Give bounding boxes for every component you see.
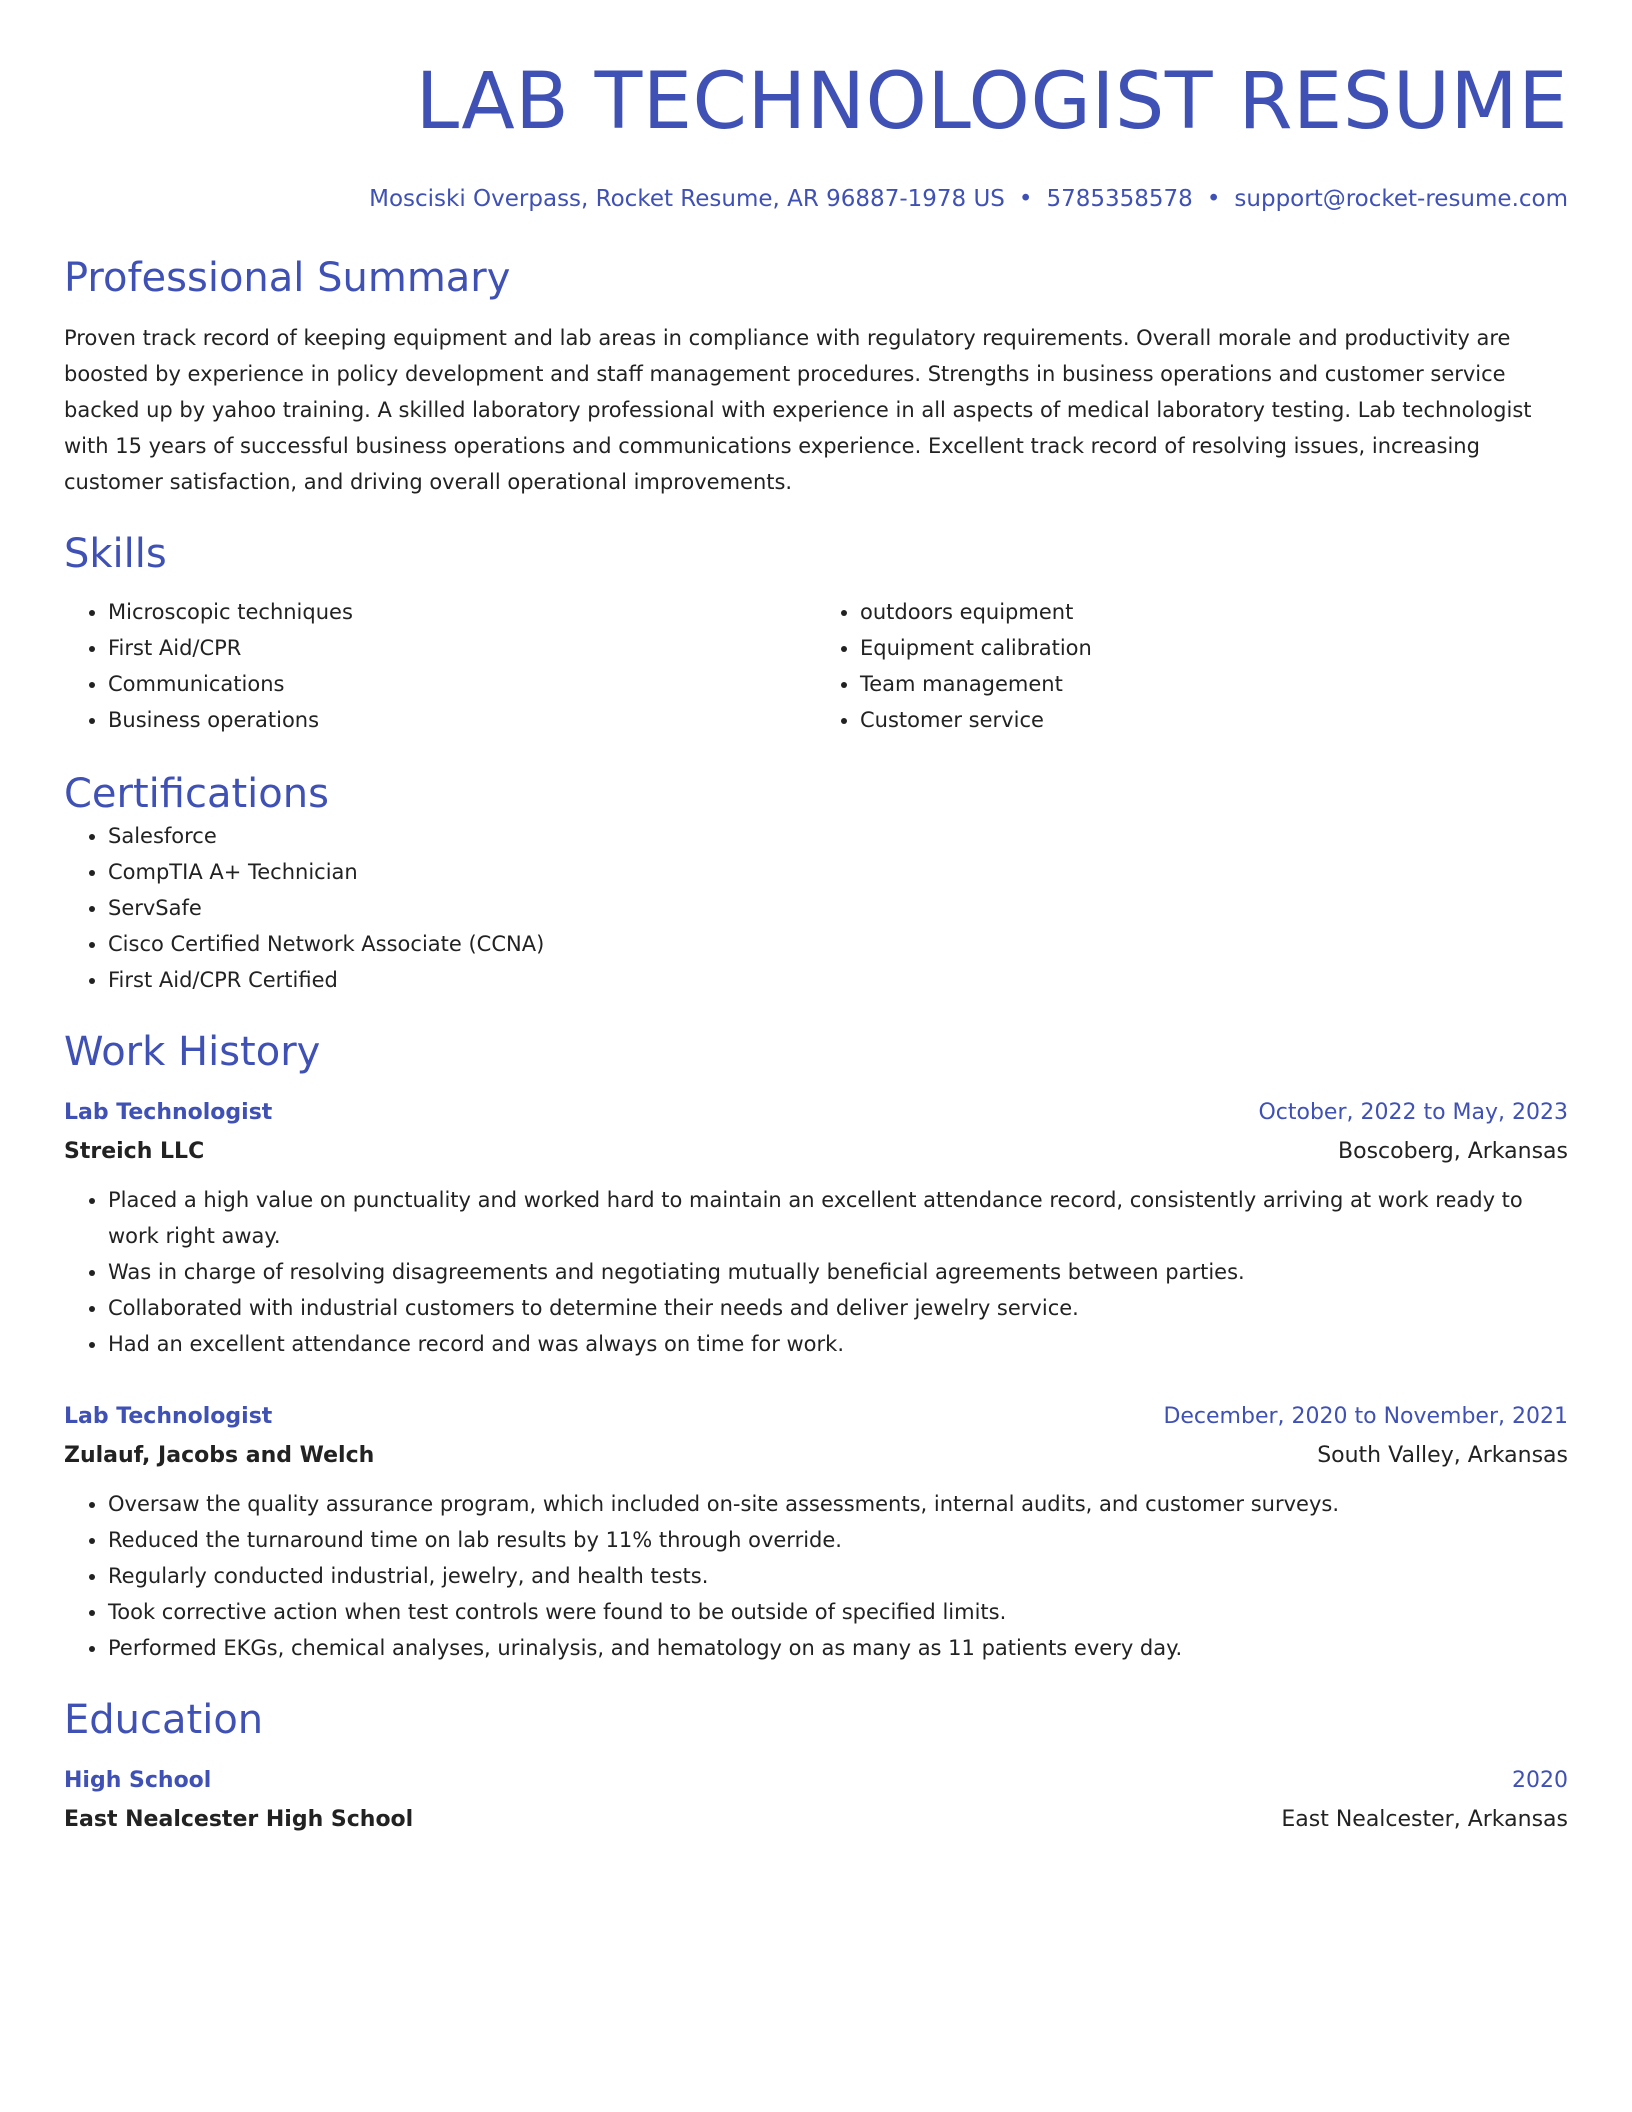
contact-email-link[interactable]: support@rocket-resume.com bbox=[1234, 186, 1568, 212]
education-heading: Education bbox=[64, 1697, 264, 1743]
job-company: Streich LLC bbox=[64, 1139, 205, 1164]
skill-item: • Customer service bbox=[860, 702, 1568, 738]
skills-list-right bbox=[816, 594, 1568, 738]
skill-item: • First Aid/CPR bbox=[108, 630, 816, 666]
job-location: South Valley, Arkansas bbox=[1317, 1443, 1568, 1468]
job-company: Zulauf, Jacobs and Welch bbox=[64, 1443, 375, 1468]
job-title: Lab Technologist bbox=[64, 1404, 273, 1429]
certifications-heading: Certifications bbox=[64, 771, 329, 817]
job-header-row bbox=[64, 1398, 1568, 1436]
job-bullet: • Took corrective action when test controls were found to be outside of specified limits. bbox=[108, 1594, 1568, 1630]
job-bullet: • Had an excellent attendance record and was always on time for work. bbox=[108, 1326, 1568, 1362]
job-bullet: • Was in charge of resolving disagreements and negotiating mutually beneficial agreements between parties. bbox=[108, 1254, 1568, 1290]
job-bullets bbox=[64, 1182, 1568, 1362]
job-header-row bbox=[64, 1094, 1568, 1132]
job-dates: December, 2020 to November, 2021 bbox=[1163, 1404, 1568, 1429]
summary-heading: Professional Summary bbox=[64, 255, 511, 301]
certifications-list bbox=[64, 818, 1568, 998]
skill-item: • Team management bbox=[860, 666, 1568, 702]
contact-line bbox=[64, 184, 1568, 214]
work-history-heading: Work History bbox=[64, 1029, 321, 1075]
contact-separator: • bbox=[1018, 186, 1033, 212]
job-company-row bbox=[64, 1436, 1568, 1476]
education-header-row bbox=[64, 1762, 1568, 1800]
job-bullet: • Reduced the turnaround time on lab results by 11% through override. bbox=[108, 1522, 1568, 1558]
job-bullet: • Regularly conducted industrial, jewelry, and health tests. bbox=[108, 1558, 1568, 1594]
skills-columns bbox=[64, 594, 1568, 738]
job-location: Boscoberg, Arkansas bbox=[1338, 1139, 1568, 1164]
certification-item: • ServSafe bbox=[108, 890, 1568, 926]
resume-header bbox=[64, 58, 1568, 214]
education-degree: High School bbox=[64, 1768, 212, 1793]
job-bullet: • Collaborated with industrial customers to determine their needs and deliver jewelry service. bbox=[108, 1290, 1568, 1326]
contact-address: Mosciski Overpass, Rocket Resume, AR 96887-1978 US bbox=[369, 186, 1005, 212]
certification-item: • Salesforce bbox=[108, 818, 1568, 854]
skill-item: • Equipment calibration bbox=[860, 630, 1568, 666]
contact-phone: 5785358578 bbox=[1046, 186, 1193, 212]
summary-text: Proven track record of keeping equipment and lab areas in compliance with regulatory requirements. Overall morale and productivity are boosted by experience in policy development and staff management procedures. Strengths in business operations and customer service backed up by yahoo training. A skilled laboratory professional with experience in all aspects of medical laboratory testing. Lab technologist with 15 years of successful business operations and communications experience. Excellent track record of resolving issues, increasing customer satisfaction, and driving overall operational improvements. bbox=[64, 326, 1532, 494]
education-year: 2020 bbox=[1512, 1768, 1568, 1793]
resume-title: LAB TECHNOLOGIST RESUME bbox=[415, 57, 1568, 147]
skill-item: • outdoors equipment bbox=[860, 594, 1568, 630]
job-dates: October, 2022 to May, 2023 bbox=[1258, 1100, 1568, 1125]
contact-separator: • bbox=[1206, 186, 1221, 212]
skills-list-left bbox=[64, 594, 816, 738]
job-entry bbox=[64, 1398, 1568, 1666]
education-location: East Nealcester, Arkansas bbox=[1281, 1807, 1568, 1832]
certification-item: • CompTIA A+ Technician bbox=[108, 854, 1568, 890]
education-school-row bbox=[64, 1800, 1568, 1840]
job-bullet: • Oversaw the quality assurance program, which included on-site assessments, internal audits, and customer surveys. bbox=[108, 1486, 1568, 1522]
education-school: East Nealcester High School bbox=[64, 1807, 414, 1832]
skill-item: • Business operations bbox=[108, 702, 816, 738]
skill-item: • Communications bbox=[108, 666, 816, 702]
skill-item: • Microscopic techniques bbox=[108, 594, 816, 630]
certification-item: • Cisco Certified Network Associate (CCNA) bbox=[108, 926, 1568, 962]
job-title: Lab Technologist bbox=[64, 1100, 273, 1125]
education-entry bbox=[64, 1762, 1568, 1840]
job-company-row bbox=[64, 1132, 1568, 1172]
job-bullet: • Performed EKGs, chemical analyses, urinalysis, and hematology on as many as 11 patients every day. bbox=[108, 1630, 1568, 1666]
skills-heading: Skills bbox=[64, 531, 167, 577]
job-bullet: • Placed a high value on punctuality and worked hard to maintain an excellent attendance record, consistently arriving at work ready to work right away. bbox=[108, 1182, 1568, 1254]
certification-item: • First Aid/CPR Certified bbox=[108, 962, 1568, 998]
job-entry bbox=[64, 1094, 1568, 1362]
job-bullets bbox=[64, 1486, 1568, 1666]
